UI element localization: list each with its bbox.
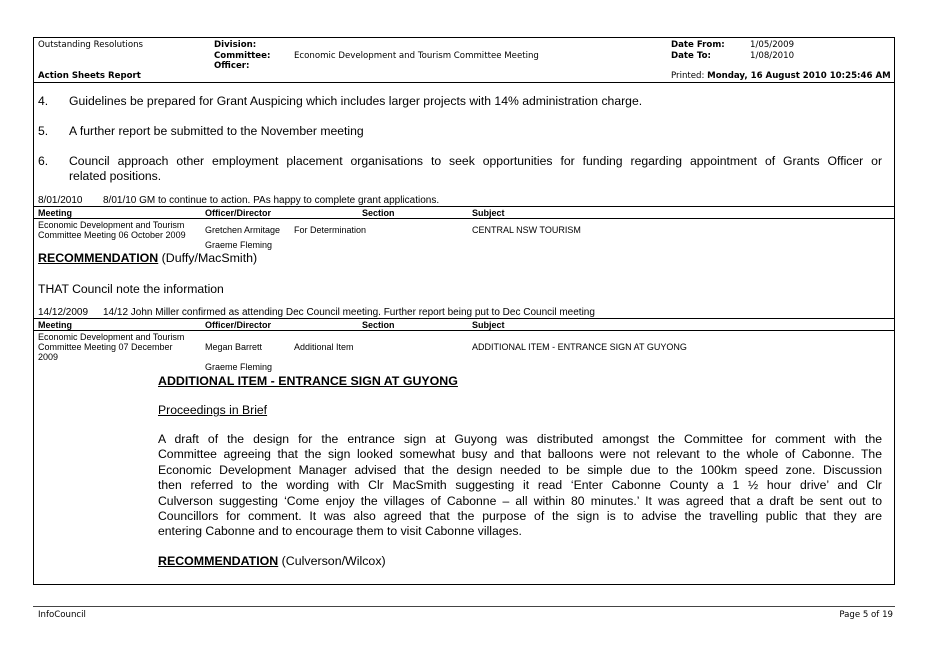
list-item: Guidelines be prepared for Grant Auspicing which includes larger projects with 14% administration charge. (69, 94, 643, 108)
date-to-value: 1/08/2010 (750, 51, 795, 61)
paragraph-line: A draft of the design for the entrance sign at Guyong was distributed amongst the Committee for comment with the (158, 432, 882, 446)
committee-label: Committee: (214, 51, 271, 61)
report-name: Action Sheets Report (38, 71, 141, 81)
column-meeting: Meeting (38, 320, 73, 330)
section-value: For Determination (294, 225, 367, 235)
action-note-date: 8/01/2010 (38, 195, 83, 206)
meeting-name: 2009 (38, 352, 59, 362)
officer-name: Megan Barrett (205, 342, 263, 352)
list-item-number: 6. (38, 154, 49, 168)
proceedings-heading: Proceedings in Brief (158, 403, 268, 417)
director-name: Graeme Fleming (205, 362, 273, 372)
page-number: Page 5 of 19 (839, 610, 893, 620)
section-value: Additional Item (294, 342, 354, 352)
printed-stamp: Printed: Monday, 16 August 2010 10:25:46 AM (671, 71, 891, 81)
list-item: Council approach other employment placement organisations to seek opportunities for funding regarding appointment of Grants Officer or (69, 154, 882, 168)
recommendation-heading: RECOMMENDATION (Culverson/Wilcox) (158, 554, 386, 568)
director-name: Graeme Fleming (205, 240, 273, 250)
column-section: Section (362, 208, 395, 218)
app-name: Outstanding Resolutions (38, 40, 143, 50)
footer-app-name: InfoCouncil (38, 610, 86, 620)
action-note-date: 14/12/2009 (38, 307, 89, 318)
item-title: ADDITIONAL ITEM - ENTRANCE SIGN AT GUYONG (158, 374, 458, 388)
meeting-name: Committee Meeting 06 October 2009 (38, 230, 186, 240)
paragraph-line: entering Cabonne and to encourage them to visit Cabonne villages. (158, 524, 522, 539)
committee-value: Economic Development and Tourism Committee Meeting (294, 51, 539, 61)
column-officer: Officer/Director (205, 320, 272, 330)
meeting-name: Economic Development and Tourism (38, 220, 185, 230)
column-section: Section (362, 320, 395, 330)
column-meeting: Meeting (38, 208, 73, 218)
officer-name: Gretchen Armitage (205, 225, 281, 235)
meeting-name: Economic Development and Tourism (38, 332, 185, 342)
column-subject: Subject (472, 208, 505, 218)
column-officer: Officer/Director (205, 208, 272, 218)
list-item-number: 4. (38, 94, 49, 108)
paragraph-line: then referred to the wording with Clr MacSmith suggesting it read ‘Enter Cabonne County a 1 ½ hour drive’ and Clr (158, 478, 882, 493)
subject-value: ADDITIONAL ITEM - ENTRANCE SIGN AT GUYONG (472, 342, 687, 352)
list-item-number: 5. (38, 124, 49, 138)
action-note-text: 8/01/10 GM to continue to action. PAs happy to complete grant applications. (103, 195, 440, 206)
list-item-continuation: related positions. (69, 169, 162, 183)
column-subject: Subject (472, 320, 505, 330)
resolution-text: THAT Council note the information (38, 282, 224, 296)
date-to-label: Date To: (671, 51, 711, 61)
date-from-label: Date From: (671, 40, 725, 50)
division-label: Division: (214, 40, 257, 50)
date-from-value: 1/05/2009 (750, 40, 795, 50)
officer-label: Officer: (214, 61, 250, 71)
paragraph-line: Economic Development Manager advised that the design needed to be simple due to the 100km speed zone. Discussion (158, 462, 882, 477)
recommendation-heading: RECOMMENDATION (Duffy/MacSmith) (38, 251, 258, 265)
subject-value: CENTRAL NSW TOURISM (472, 225, 581, 235)
paragraph-line: Culverson suggesting ‘Come enjoy the villages of Cabonne – all within 80 minutes.’ It was agreed that a draft be sent out to (158, 493, 882, 508)
paragraph-line: Councillors for comment. It was also agreed that the purpose of the sign is to advise the travelling public that they are (158, 509, 882, 523)
meeting-name: Committee Meeting 07 December (38, 342, 173, 352)
list-item: A further report be submitted to the November meeting (69, 124, 364, 138)
action-note-text: 14/12 John Miller confirmed as attending Dec Council meeting. Further report being put to Dec Council meeting (103, 307, 595, 318)
paragraph-line: Committee agreeing that the sign looked somewhat busy and that balloons were not relevant to the whole of Cabonne. The (158, 447, 882, 462)
